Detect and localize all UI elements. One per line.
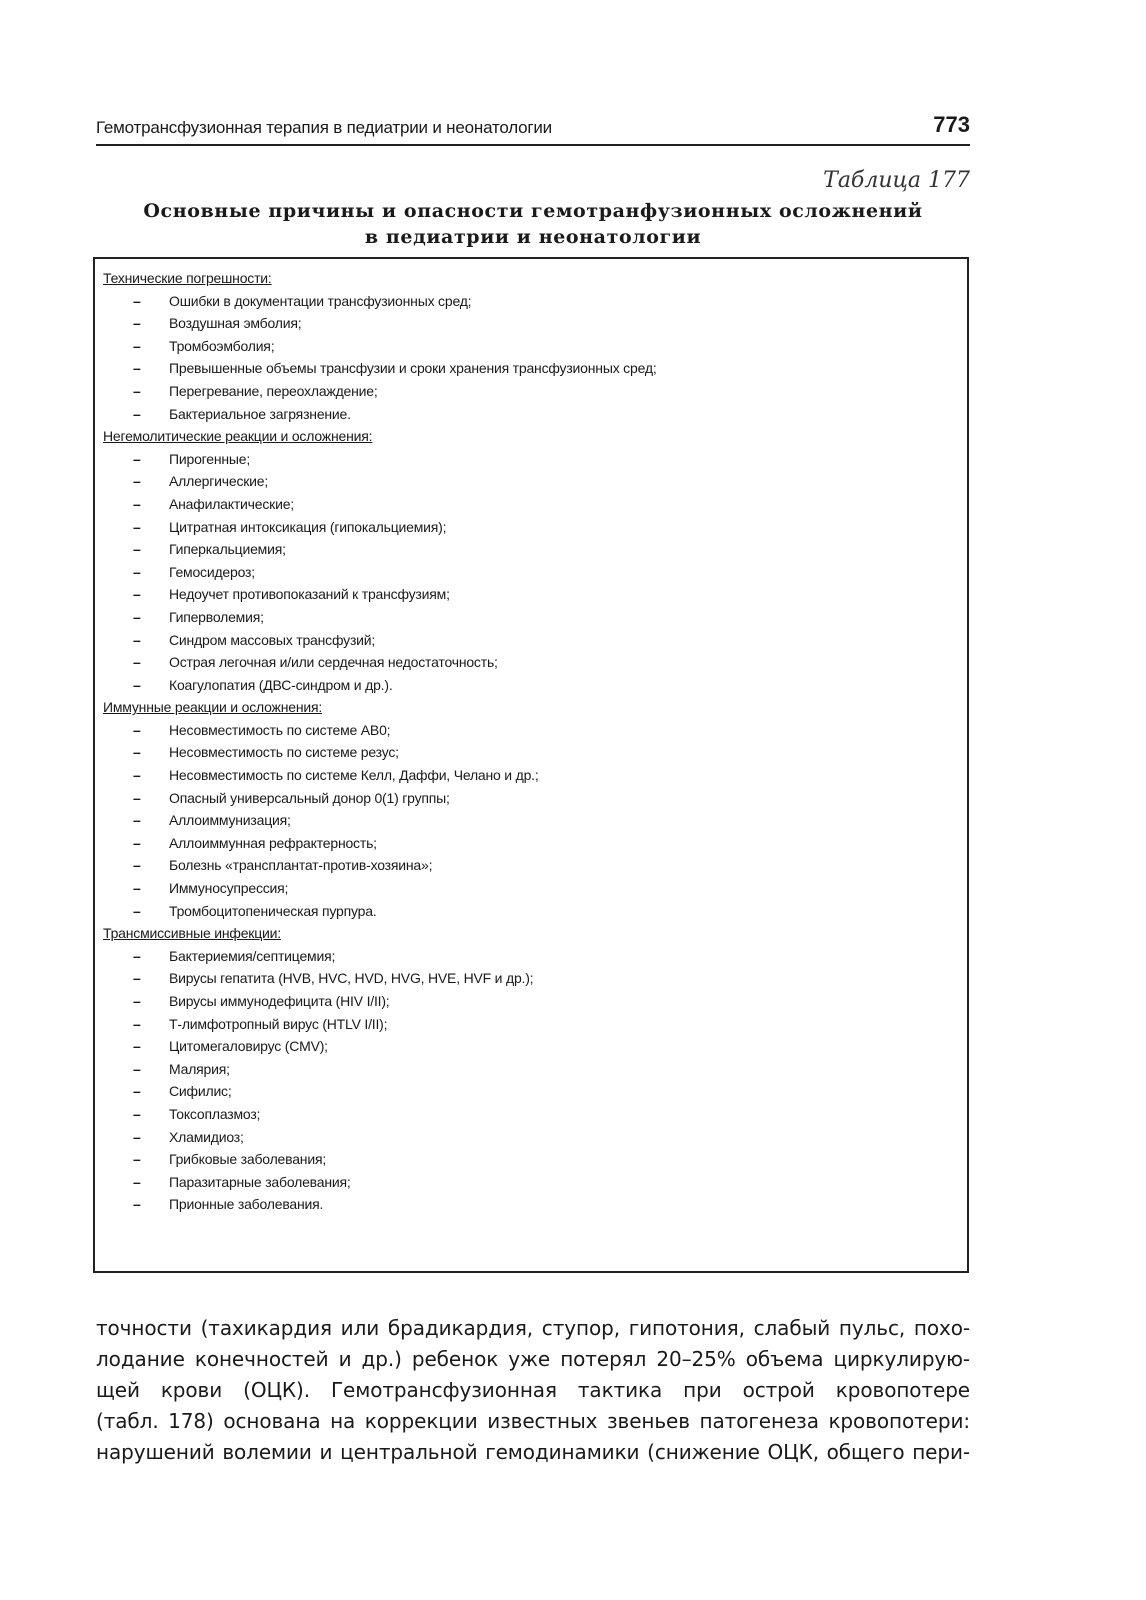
bullet-dash: – [133, 1060, 141, 1077]
bullet-dash: – [133, 1083, 141, 1100]
list-item [103, 561, 967, 584]
list-item-text: Синдром массовых трансфузий; [169, 631, 376, 648]
body-line: лодание конечностей и др.) ребенок уже потерял 20–25% объема циркулирую- [96, 1347, 970, 1371]
list-item-text: Бактериальное загрязнение. [169, 405, 351, 422]
bullet-dash: – [133, 970, 141, 987]
list-item [103, 1035, 967, 1058]
list-item [103, 764, 967, 787]
table-box [93, 257, 969, 1273]
list-item-text: Токсоплазмоз; [169, 1105, 261, 1122]
list-item-text: Цитратная интоксикация (гипокальциемия); [169, 518, 447, 535]
running-head [96, 112, 970, 146]
list-item [103, 629, 967, 652]
list-item [103, 674, 967, 697]
body-line: точности (тахикардия или брадикардия, ступор, гипотония, слабый пульс, похо- [96, 1316, 970, 1340]
list-item-text: Паразитарные заболевания; [169, 1173, 351, 1190]
bullet-dash: – [133, 495, 141, 512]
bullet-dash: – [133, 834, 141, 851]
section-heading: Негемолитические реакции и осложнения: [103, 428, 373, 445]
table-title-line-1: Основные причины и опасности гемотранфузионных осложнений [143, 200, 923, 222]
list-item [103, 945, 967, 968]
list-item-text: Анафилактические; [169, 495, 294, 512]
bullet-dash: – [133, 947, 141, 964]
bullet-dash: – [133, 586, 141, 603]
list-item [103, 538, 967, 561]
section-list [103, 448, 967, 697]
list-item-text: Вирусы гепатита (HVB, HVC, HVD, HVG, HVE, HVF и др.); [169, 970, 534, 987]
bullet-dash: – [133, 902, 141, 919]
list-item-text: Ошибки в документации трансфузионных сред; [169, 292, 472, 309]
bullet-dash: – [133, 631, 141, 648]
list-item [103, 1058, 967, 1081]
list-item [103, 583, 967, 606]
bullet-dash: – [133, 1015, 141, 1032]
bullet-dash: – [133, 450, 141, 467]
list-item [103, 1126, 967, 1149]
list-item [103, 1013, 967, 1036]
section-list [103, 945, 967, 1216]
list-item-text: Превышенные объемы трансфузии и сроки хранения трансфузионных сред; [169, 360, 657, 377]
list-item [103, 470, 967, 493]
list-item [103, 900, 967, 923]
bullet-dash: – [133, 744, 141, 761]
bullet-dash: – [133, 721, 141, 738]
list-item [103, 832, 967, 855]
bullet-dash: – [133, 608, 141, 625]
list-item [103, 380, 967, 403]
bullet-dash: – [133, 360, 141, 377]
table-title [96, 198, 970, 250]
bullet-dash: – [133, 1128, 141, 1145]
bullet-dash: – [133, 857, 141, 874]
section-list [103, 290, 967, 426]
list-item-text: Опасный универсальный донор 0(1) группы; [169, 789, 450, 806]
bullet-dash: – [133, 473, 141, 490]
bullet-dash: – [133, 292, 141, 309]
list-item-text: Недоучет противопоказаний к трансфузиям; [169, 586, 450, 603]
list-item-text: Аллергические; [169, 473, 269, 490]
list-item [103, 1148, 967, 1171]
bullet-dash: – [133, 315, 141, 332]
bullet-dash: – [133, 1173, 141, 1190]
list-item-text: Тромбоэмболия; [169, 337, 275, 354]
list-item-text: Острая легочная и/или сердечная недостаточность; [169, 654, 498, 671]
section-list [103, 719, 967, 922]
list-item-text: Малярия; [169, 1060, 230, 1077]
bullet-dash: – [133, 654, 141, 671]
body-line: (табл. 178) основана на коррекции известных звеньев патогенеза кровопотери: [96, 1409, 970, 1433]
list-item-text: Хламидиоз; [169, 1128, 244, 1145]
list-item-text: Гемосидероз; [169, 563, 255, 580]
list-item-text: Воздушная эмболия; [169, 315, 302, 332]
list-item [103, 516, 967, 539]
list-item [103, 357, 967, 380]
list-item-text: Болезнь «трансплантат-против-хозяина»; [169, 857, 433, 874]
bullet-dash: – [133, 676, 141, 693]
list-item [103, 967, 967, 990]
list-item-text: Аллоиммунная рефрактерность; [169, 834, 377, 851]
bullet-dash: – [133, 518, 141, 535]
list-item-text: Прионные заболевания. [169, 1196, 324, 1213]
list-item-text: Несовместимость по системе резус; [169, 744, 399, 761]
list-item [103, 741, 967, 764]
list-item-text: Сифилис; [169, 1083, 232, 1100]
list-item [103, 809, 967, 832]
list-item-text: Перегревание, переохлаждение; [169, 382, 378, 399]
bullet-dash: – [133, 993, 141, 1009]
list-item [103, 290, 967, 313]
list-item [103, 1193, 967, 1216]
list-item [103, 787, 967, 810]
bullet-dash: – [133, 1196, 141, 1213]
table-label: Таблица 177 [823, 168, 970, 193]
list-item-text: Вирусы иммунодефицита (HIV I/II); [169, 993, 390, 1009]
list-item-text: Бактериемия/септицемия; [169, 947, 336, 964]
list-item [103, 606, 967, 629]
list-item-text: Тромбоцитопеническая пурпура. [169, 902, 377, 919]
list-item [103, 719, 967, 742]
bullet-dash: – [133, 1105, 141, 1122]
list-item [103, 448, 967, 471]
list-item-text: Аллоиммунизация; [169, 812, 291, 829]
section-heading: Технические погрешности: [103, 270, 272, 286]
list-item [103, 312, 967, 335]
section-heading: Трансмиссивные инфекции: [103, 925, 281, 942]
list-item [103, 403, 967, 426]
list-item [103, 493, 967, 516]
list-item [103, 651, 967, 674]
list-item-text: Цитомегаловирус (CMV); [169, 1038, 328, 1055]
table-title-line-2: в педиатрии и неонатологии [364, 226, 702, 248]
running-title: Гемотрансфузионная терапия в педиатрии и неонатологии [96, 118, 552, 137]
bullet-dash: – [133, 880, 141, 897]
bullet-dash: – [133, 405, 141, 422]
list-item-text: Пирогенные; [169, 450, 251, 467]
bullet-dash: – [133, 1151, 141, 1168]
list-item-text: Несовместимость по системе АВ0; [169, 721, 391, 738]
list-item-text: Грибковые заболевания; [169, 1151, 327, 1168]
bullet-dash: – [133, 789, 141, 806]
section-heading: Иммунные реакции и осложнения: [103, 699, 323, 716]
bullet-dash: – [133, 563, 141, 580]
list-item [103, 854, 967, 877]
list-item [103, 990, 967, 1013]
list-item [103, 1171, 967, 1194]
list-item [103, 1080, 967, 1103]
list-item-text: Гиперкальциемия; [169, 541, 286, 558]
bullet-dash: – [133, 382, 141, 399]
bullet-dash: – [133, 337, 141, 354]
body-line: щей крови (ОЦК). Гемотрансфузионная тактика при острой кровопотере [96, 1378, 970, 1402]
list-item-text: Т-лимфотропный вирус (HTLV I/II); [169, 1015, 388, 1032]
bullet-dash: – [133, 1038, 141, 1055]
list-item-text: Иммуносупрессия; [169, 880, 289, 897]
body-line: нарушений волемии и центральной гемодинамики (снижение ОЦК, общего пери- [96, 1440, 970, 1464]
page-number: 773 [933, 112, 970, 137]
list-item-text: Коагулопатия (ДВС-синдром и др.). [169, 676, 393, 693]
list-item [103, 877, 967, 900]
bullet-dash: – [133, 767, 141, 784]
bullet-dash: – [133, 541, 141, 558]
body-paragraph [96, 1313, 970, 1468]
list-item-text: Несовместимость по системе Келл, Даффи, Челано и др.; [169, 767, 539, 784]
list-item [103, 335, 967, 358]
list-item-text: Гиперволемия; [169, 608, 264, 625]
list-item [103, 1103, 967, 1126]
bullet-dash: – [133, 812, 141, 829]
